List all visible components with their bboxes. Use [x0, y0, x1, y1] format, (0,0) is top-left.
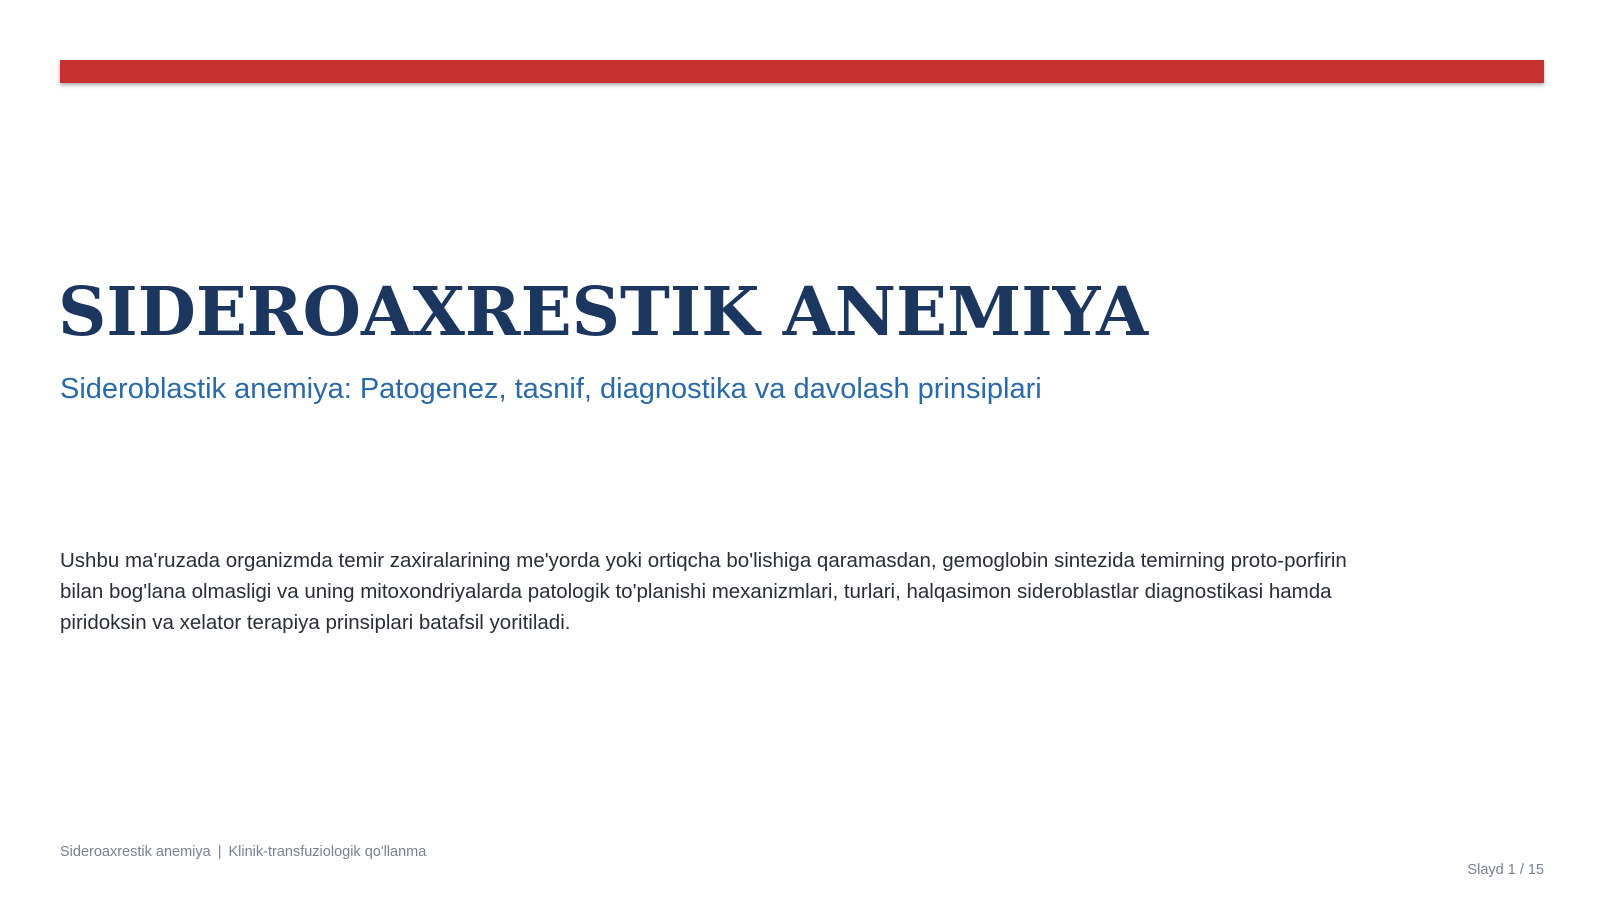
accent-bar	[60, 60, 1544, 83]
footer-topic: Sideroaxrestik anemiya	[60, 844, 211, 860]
footer-source: Klinik-transfuziologik qo'llanma	[228, 844, 427, 860]
slide-body-text: Ushbu ma'ruzada organizmda temir zaxiralarining me'yorda yoki ortiqcha bo'lishiga qaramasdan, gemoglobin sintezida temirning proto-porfirin bilan bog'lana olmasligi va uning mitoxondriyalarda patologik to'planishi mexanizmlari, turlari, halqasimon sideroblastlar diagnostikasi hamda piridoksin va xelator terapiya prinsiplari batafsil yoritiladi.	[60, 549, 1347, 634]
footer-separator: |	[217, 844, 222, 860]
slide-title: SIDEROAXRESTIK ANEMIYA	[58, 272, 1149, 351]
footer-caption	[60, 843, 426, 861]
slide-number: Slayd 1 / 15	[1467, 862, 1544, 878]
slide-subtitle: Sideroblastik anemiya: Patogenez, tasnif, diagnostika va davolash prinsiplari	[60, 373, 1042, 405]
